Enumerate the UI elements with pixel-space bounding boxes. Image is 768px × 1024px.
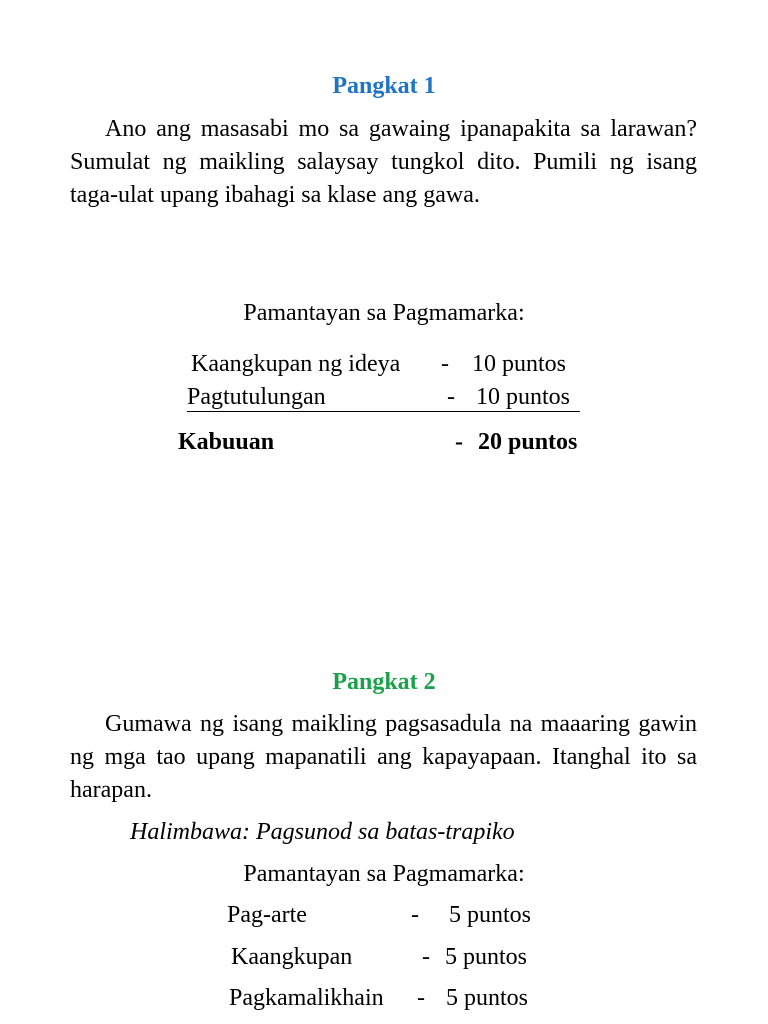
group1-total-name: Kabuuan — [178, 429, 275, 455]
group2-criterion-2-sep: - — [422, 944, 430, 970]
group2-criterion-1-points: 5 puntos — [449, 902, 532, 928]
group2-criterion-1-sep: - — [411, 902, 419, 928]
group1-criterion-1-name: Kaangkupan ng ideya — [191, 351, 401, 377]
group2-rubric-title: Pamantayan sa Pagmamarka: — [243, 861, 525, 887]
group1-total-sep: - — [455, 429, 463, 455]
group1-criterion-2-points: 10 puntos — [476, 384, 571, 410]
group2-criterion-1-name: Pag-arte — [227, 902, 307, 928]
group2-criterion-2-name: Kaangkupan — [231, 944, 353, 970]
group2-instruction: Gumawa ng isang maikling pagsasadula na maaaring gawin ng mga tao upang mapanatili ang kapayapaan. Itanghal ito sa harapan. — [70, 711, 697, 803]
group1-criterion-2-name: Pagtutulungan — [187, 384, 326, 410]
group2-criterion-3-sep: - — [417, 985, 425, 1011]
group1-total-points: 20 puntos — [478, 429, 578, 455]
group1-criterion-2-sep: - — [447, 384, 455, 410]
group2-criterion-2-points: 5 puntos — [445, 944, 528, 970]
group1-criterion-1-points: 10 puntos — [472, 351, 567, 377]
group1-criterion-1-sep: - — [441, 351, 449, 377]
group1-title: Pangkat 1 — [332, 73, 436, 99]
group2-criterion-3-points: 5 puntos — [446, 985, 529, 1011]
group1-rubric-title: Pamantayan sa Pagmamarka: — [243, 300, 525, 326]
group2-criterion-3-name: Pagkamalikhain — [229, 985, 384, 1011]
group2-example: Halimbawa: Pagsunod sa batas-trapiko — [130, 819, 515, 845]
group2-title: Pangkat 2 — [332, 669, 436, 695]
group1-instruction: Ano ang masasabi mo sa gawaing ipanapakita sa larawan? Sumulat ng maikling salaysay tungkol dito. Pumili ng isang taga-ulat upang ibahagi sa klase ang gawa. — [70, 116, 697, 208]
